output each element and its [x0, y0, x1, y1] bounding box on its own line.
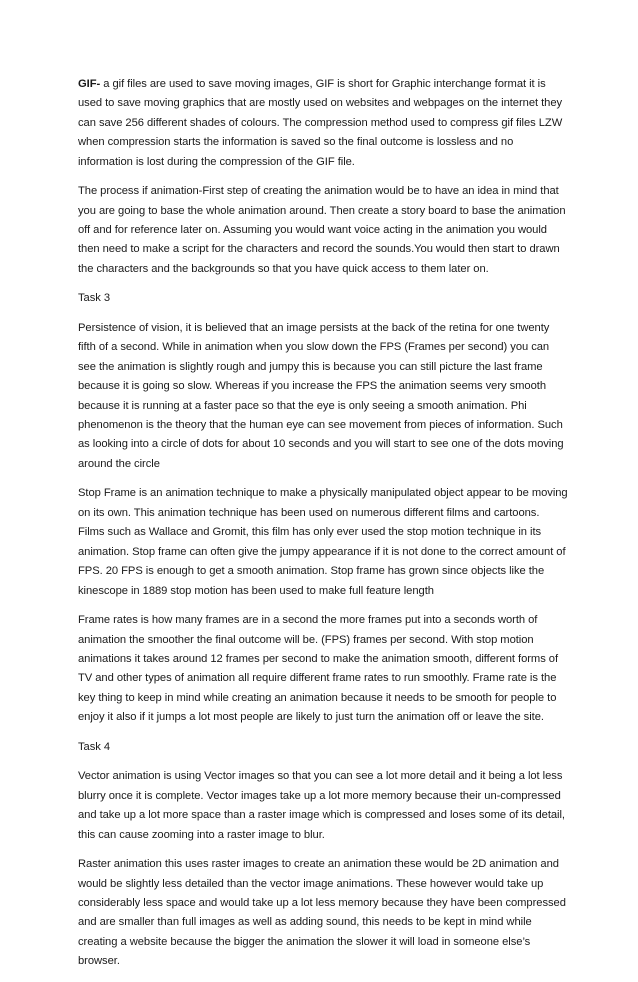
raster-paragraph: Raster animation this uses raster images to create an animation these would be 2D animation and would be slightly less detailed than the vector image animations. These however would take up considerably less space and would take up a lot less memory because they have been compressed and are smaller than full images as well as adding sound, this needs to be kept in mind while creating a website because the bigger the animation the slower it will load in someone else’s browser.: [78, 858, 566, 968]
frame-rates-paragraph: Frame rates is how many frames are in a second the more frames put into a seconds worth of animation the smoother the final outcome will be. (FPS) frames per second. With stop motion animations it takes around 12 frames per second to make the animation smooth, different forms of TV and other types of animation all require different frame rates to run smoothly. Frame rate is the key thing to keep in mind while creating an animation because it needs to be smooth for people to enjoy it also if it jumps a lot most people are likely to just turn the animation off or leave the site.: [78, 614, 559, 724]
persistence-paragraph: Persistence of vision, it is believed that an image persists at the back of the retina for one twenty fifth of a second. While in animation when you slow down the FPS (Frames per second) you can see the animation is slightly rough and jumpy this is because you can still picture the last frame because it is going so slow. Whereas if you increase the FPS the animation seems very smooth because it is running at a faster pace so that the eye is only seeing a smooth animation. Phi phenomenon is the theory that the human eye can see movement from pieces of information. Such as looking into a circle of dots for about 10 seconds and you will start to see one of the dots moving around the circle: [78, 322, 564, 470]
gif-term: GIF-: [78, 78, 101, 90]
process-paragraph: The process if animation-First step of creating the animation would be to have an idea in mind that you are going to base the whole animation around. Then create a story board to base the animation off and for reference later on. Assuming you would want voice acting in the animation you would then need to make a script for the characters and record the sounds.You would then start to drawn the characters and the backgrounds so that you have quick access to them later on.: [78, 185, 566, 275]
document-page: [78, 75, 568, 982]
gif-text: a gif files are used to save moving images, GIF is short for Graphic interchange format it is used to save moving graphics that are mostly used on websites and webpages on the internet they can save 256 different shades of colours. The compression method used to compress gif files LZW when compression starts the information is saved so the final outcome is lossless and no information is lost during the compression of the GIF file.: [78, 78, 563, 168]
stop-frame-paragraph: Stop Frame is an animation technique to make a physically manipulated object appear to be moving on its own. This animation technique has been used on numerous different films and cartoons. Films such as Wallace and Gromit, this film has only ever used the stop motion technique in its animation. Stop frame can often give the jumpy appearance if it is not done to the correct amount of FPS. 20 FPS is enough to get a smooth animation. Stop frame has grown since objects like the kinescope in 1889 stop motion has been used to make full feature length: [78, 487, 568, 597]
vector-paragraph: Vector animation is using Vector images so that you can see a lot more detail and it being a lot less blurry once it is complete. Vector images take up a lot more memory because their un-compressed and take up a lot more space than a raster image which is compressed and loses some of its detail, this can cause zooming into a raster image to blur.: [78, 770, 565, 841]
task4-heading: Task 4: [78, 740, 111, 753]
task3-heading: Task 3: [78, 292, 111, 305]
gif-paragraph: [78, 75, 568, 172]
